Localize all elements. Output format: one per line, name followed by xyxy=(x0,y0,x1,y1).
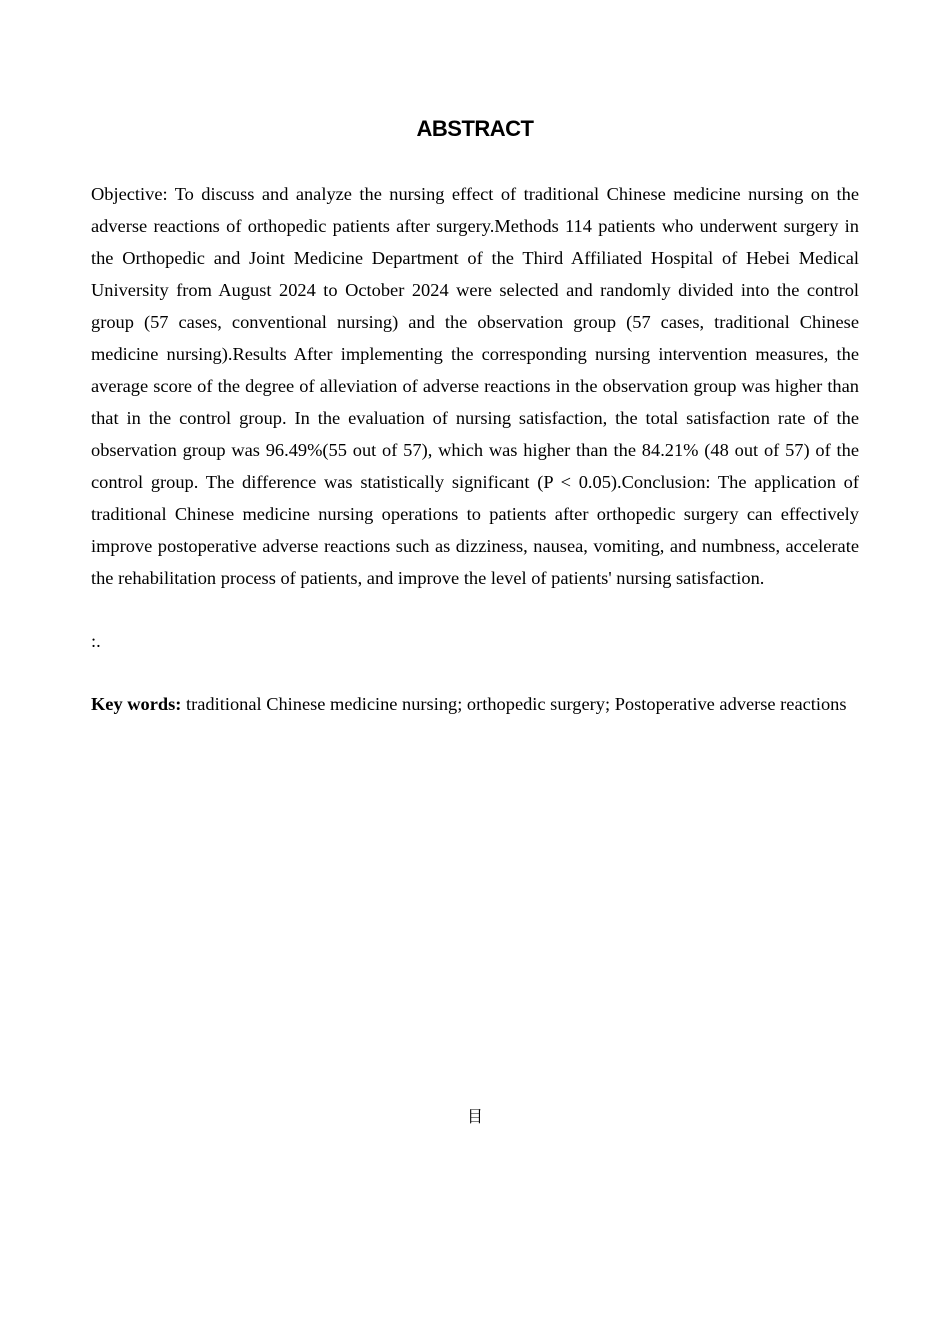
page-footer: 目 xyxy=(466,1107,483,1126)
keywords-text: traditional Chinese medicine nursing; orthopedic surgery; Postoperative adverse reactions xyxy=(181,694,847,714)
abstract-heading: ABSTRACT xyxy=(416,116,534,141)
keywords-paragraph xyxy=(91,688,859,720)
stray-marker: :. xyxy=(91,631,101,651)
keywords-label: Key words: xyxy=(91,694,182,714)
abstract-body: Objective: To discuss and analyze the nursing effect of traditional Chinese medicine nursing on the adverse reactions of orthopedic patients after surgery.Methods 114 patients who underwent surgery in the Orthopedic and Joint Medicine Department of the Third Affiliated Hospital of Hebei Medical University from August 2024 to October 2024 were selected and randomly divided into the control group (57 cases, conventional nursing) and the observation group (57 cases, traditional Chinese medicine nursing).Results After implementing the corresponding nursing intervention measures, the average score of the degree of alleviation of adverse reactions in the observation group was higher than that in the control group. In the evaluation of nursing satisfaction, the total satisfaction rate of the observation group was 96.49%(55 out of 57), which was higher than the 84.21% (48 out of 57) of the control group. The difference was statistically significant (P < 0.05).Conclusion: The application of traditional Chinese medicine nursing operations to patients after orthopedic surgery can effectively improve postoperative adverse reactions such as dizziness, nausea, vomiting, and numbness, accelerate the rehabilitation process of patients, and improve the level of patients' nursing satisfaction. xyxy=(91,184,859,588)
